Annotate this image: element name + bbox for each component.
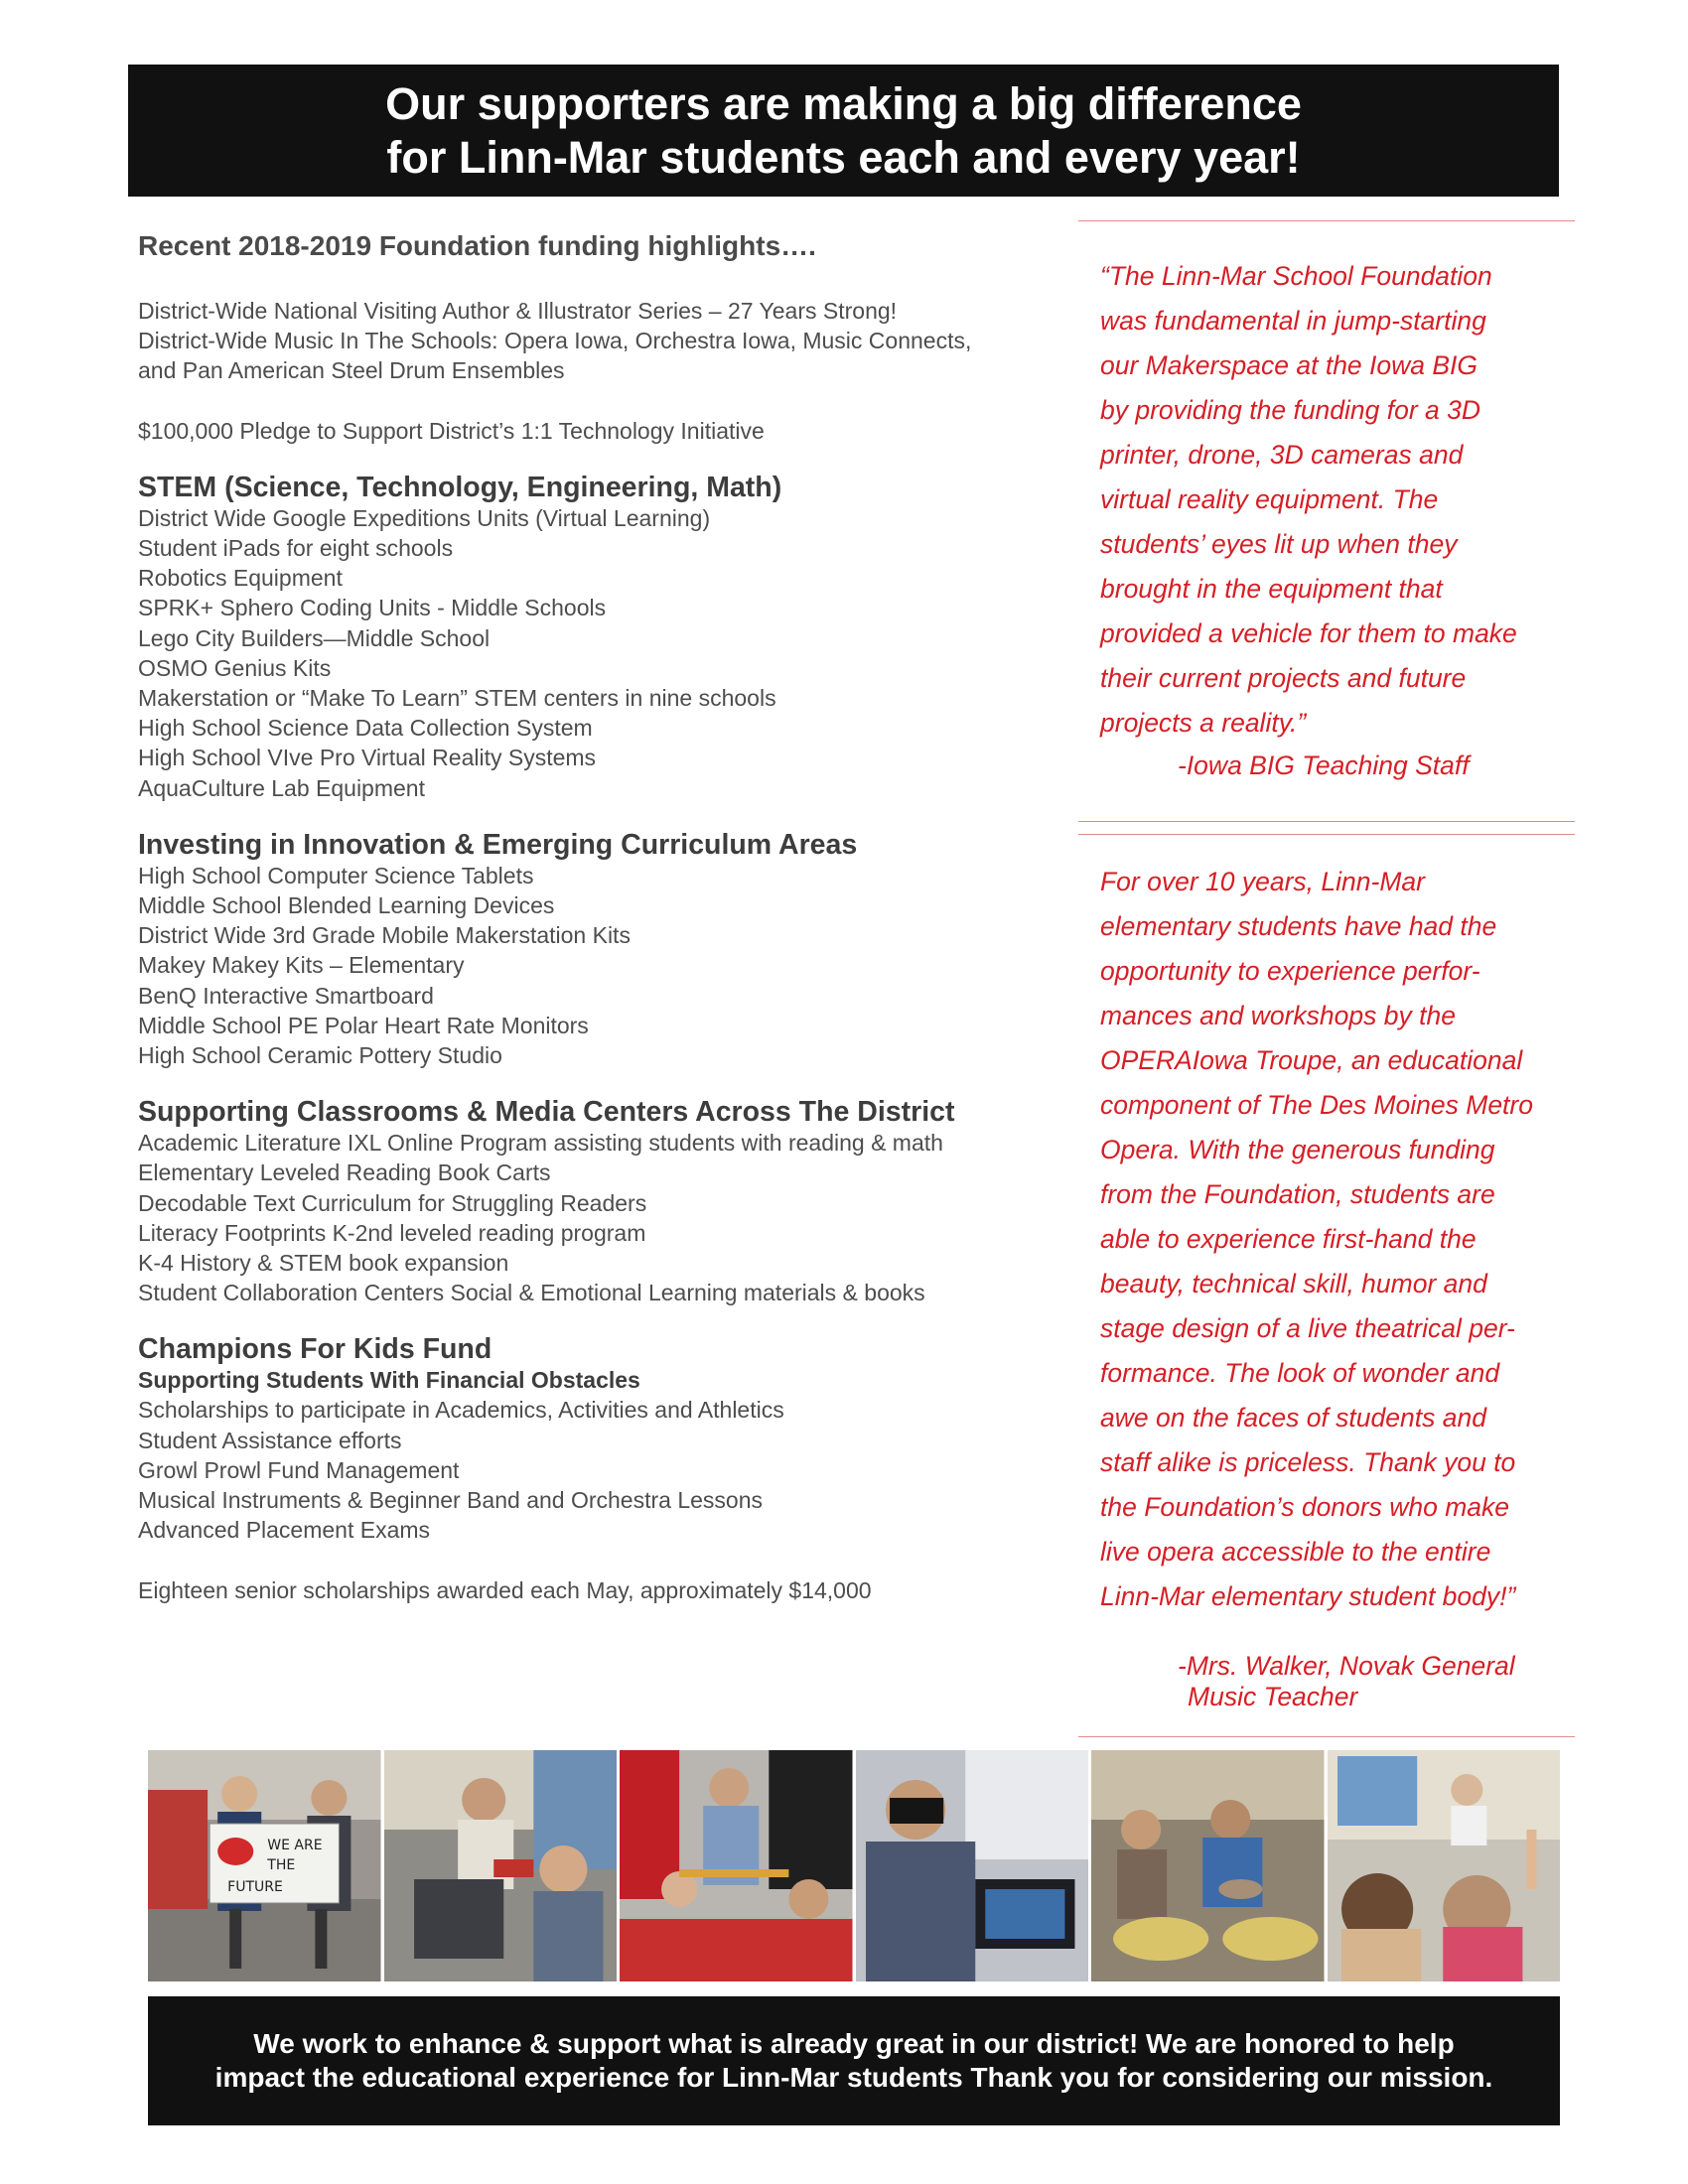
quote-line: the Foundation’s donors who make (1100, 1492, 1509, 1522)
list-item: Makey Makey Kits – Elementary (138, 952, 465, 979)
photo-virtual-reality (856, 1750, 1089, 1981)
list-item: District Wide 3rd Grade Mobile Makerstation Kits (138, 922, 631, 949)
intro-line: and Pan American Steel Drum Ensembles (138, 357, 565, 384)
list-item: AquaCulture Lab Equipment (138, 774, 425, 801)
photo-makerspace (620, 1750, 853, 1981)
champions-section (138, 1333, 1061, 1545)
divider-rule (1078, 821, 1575, 822)
list-item: Student Collaboration Centers Social & Emotional Learning materials & books (138, 1280, 925, 1306)
list-item: High School Ceramic Pottery Studio (138, 1042, 502, 1069)
quote-line: brought in the equipment that (1100, 574, 1443, 604)
photo-pottery-studio (1091, 1750, 1325, 1981)
quote-line: mances and workshops by the (1100, 1001, 1456, 1030)
divider-rule (1078, 834, 1575, 835)
photo-strip (148, 1750, 1560, 1981)
list-item: BenQ Interactive Smartboard (138, 982, 434, 1009)
quote-line: their current projects and future (1100, 663, 1467, 693)
sign-text: WE ARE (267, 1838, 323, 1853)
svg-text:THE: THE (267, 1857, 296, 1873)
list-item: High School Science Data Collection System (138, 715, 593, 742)
quote-line: For over 10 years, Linn-Mar (1100, 867, 1425, 896)
quote-line: stage design of a live theatrical per- (1100, 1313, 1515, 1343)
list-item: Academic Literature IXL Online Program assisting students with reading & math (138, 1130, 943, 1157)
quote-line: OPERAIowa Troupe, an educational (1100, 1045, 1523, 1075)
list-item: Middle School PE Polar Heart Rate Monitors (138, 1012, 589, 1038)
stem-section (138, 472, 1061, 803)
list-item: District Wide Google Expeditions Units (Virtual Learning) (138, 504, 711, 531)
list-item: Student iPads for eight schools (138, 535, 454, 562)
quote-line: “The Linn-Mar School Foundation (1100, 261, 1492, 291)
iowa-big-quote (1100, 254, 1567, 746)
quote-attribution: -Mrs. Walker, Novak General (1178, 1651, 1515, 1681)
quote-line: able to experience first-hand the (1100, 1224, 1477, 1254)
quote-line: our Makerspace at the Iowa BIG (1100, 350, 1478, 380)
header-banner (128, 65, 1559, 197)
quote-line: projects a reality.” (1100, 708, 1307, 738)
quote-line: beauty, technical skill, humor and (1100, 1269, 1487, 1298)
divider-rule (1078, 1736, 1575, 1737)
list-item: Robotics Equipment (138, 565, 343, 592)
classrooms-section (138, 1096, 1061, 1307)
list-item: Scholarships to participate in Academics, Activities and Athletics (138, 1397, 784, 1424)
opera-iowa-quote (1100, 860, 1567, 1619)
list-item: Growl Prowl Fund Management (138, 1456, 460, 1483)
quote-attribution: Music Teacher (1188, 1682, 1358, 1711)
photo-robotics (384, 1750, 618, 1981)
quote-line: Linn-Mar elementary student body!” (1100, 1581, 1516, 1611)
quote-line: was fundamental in jump-starting (1100, 306, 1486, 336)
list-item: K-4 History & STEM book expansion (138, 1250, 509, 1277)
list-item: Elementary Leveled Reading Book Carts (138, 1160, 551, 1186)
section-heading: Investing in Innovation & Emerging Curriculum Areas (138, 828, 858, 861)
quote-line: students’ eyes lit up when they (1100, 529, 1458, 559)
quote-line: provided a vehicle for them to make (1100, 618, 1517, 648)
section-heading: Champions For Kids Fund (138, 1333, 492, 1366)
footer-line-2: impact the educational experience for Linn-Mar students Thank you for considering our mission. (214, 2062, 1493, 2093)
list-item: Makerstation or “Make To Learn” STEM centers in nine schools (138, 685, 776, 712)
footer-banner (148, 1996, 1560, 2125)
intro-line: District-Wide Music In The Schools: Opera Iowa, Orchestra Iowa, Music Connects, (138, 328, 972, 354)
footer-line-1: We work to enhance & support what is already great in our district! We are honored to help (253, 2028, 1455, 2059)
quote-line: from the Foundation, students are (1100, 1179, 1495, 1209)
highlights-heading: Recent 2018-2019 Foundation funding highlights…. (138, 230, 816, 261)
header-line-2: for Linn-Mar students each and every year! (386, 131, 1301, 183)
quote-attribution: -Iowa BIG Teaching Staff (1178, 751, 1470, 780)
quote-line: formance. The look of wonder and (1100, 1358, 1500, 1388)
list-item: Literacy Footprints K-2nd leveled reading program (138, 1219, 646, 1246)
section-subheading: Supporting Students With Financial Obstacles (138, 1367, 640, 1394)
quote-line: printer, drone, 3D cameras and (1100, 440, 1464, 470)
list-item: Decodable Text Curriculum for Struggling Readers (138, 1189, 647, 1216)
scholarships-line: Eighteen senior scholarships awarded each May, approximately $14,000 (138, 1576, 872, 1603)
innovation-section (138, 829, 1061, 1070)
svg-text:FUTURE: FUTURE (227, 1879, 283, 1895)
quote-line: live opera accessible to the entire (1100, 1537, 1491, 1567)
section-heading: Supporting Classrooms & Media Centers Across The District (138, 1096, 955, 1129)
pledge-line: $100,000 Pledge to Support District’s 1:1 Technology Initiative (138, 417, 765, 444)
quote-line: component of The Des Moines Metro (1100, 1090, 1533, 1120)
list-item: SPRK+ Sphero Coding Units - Middle Schools (138, 595, 607, 621)
funding-highlights (138, 230, 1061, 1605)
list-item: OSMO Genius Kits (138, 654, 332, 681)
divider-rule (1078, 220, 1575, 221)
list-item: Advanced Placement Exams (138, 1517, 431, 1544)
photo-opera-performance (1328, 1750, 1561, 1981)
section-heading: STEM (Science, Technology, Engineering, Math) (138, 471, 782, 503)
intro-line: District-Wide National Visiting Author & Illustrator Series – 27 Years Strong! (138, 298, 898, 324)
quote-line: opportunity to experience perfor- (1100, 956, 1480, 986)
list-item: Lego City Builders—Middle School (138, 624, 491, 651)
header-line-1: Our supporters are making a big difference (385, 77, 1302, 129)
list-item: High School Computer Science Tablets (138, 862, 534, 888)
quote-line: awe on the faces of students and (1100, 1403, 1486, 1433)
photo-students-sign (148, 1750, 381, 1981)
quote-line: elementary students have had the (1100, 911, 1497, 941)
list-item: High School VIve Pro Virtual Reality Systems (138, 745, 597, 771)
list-item: Student Assistance efforts (138, 1427, 402, 1453)
quote-line: staff alike is priceless. Thank you to (1100, 1447, 1516, 1477)
quote-line: by providing the funding for a 3D (1100, 395, 1481, 425)
quote-line: virtual reality equipment. The (1100, 484, 1439, 514)
list-item: Musical Instruments & Beginner Band and Orchestra Lessons (138, 1487, 763, 1514)
list-item: Middle School Blended Learning Devices (138, 892, 555, 919)
quote-line: Opera. With the generous funding (1100, 1135, 1495, 1164)
